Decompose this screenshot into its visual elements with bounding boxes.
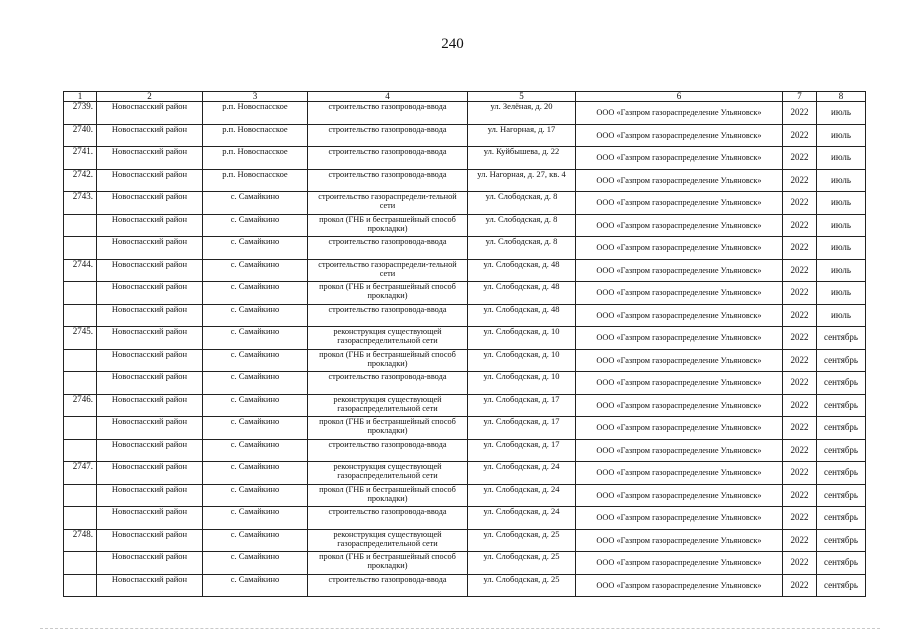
table-row — [64, 417, 866, 440]
cell-address: ул. Куйбышева, д. 22 — [468, 147, 576, 170]
cell-month: июль — [817, 259, 866, 282]
cell-num — [64, 552, 97, 575]
cell-year: 2022 — [783, 282, 817, 305]
cell-month: июль — [817, 282, 866, 305]
cell-month: июль — [817, 304, 866, 327]
cell-year: 2022 — [783, 462, 817, 485]
cell-org: ООО «Газпром газораспределение Ульяновск» — [576, 124, 783, 147]
cell-num: 2743. — [64, 192, 97, 215]
cell-year: 2022 — [783, 304, 817, 327]
table-row — [64, 282, 866, 305]
cell-month: июль — [817, 192, 866, 215]
cell-year: 2022 — [783, 192, 817, 215]
cell-address: ул. Нагорная, д. 27, кв. 4 — [468, 169, 576, 192]
cell-address: ул. Слободская, д. 25 — [468, 552, 576, 575]
cell-address: ул. Слободская, д. 17 — [468, 394, 576, 417]
cell-locality: с. Самайкино — [203, 259, 308, 282]
cell-address: ул. Слободская, д. 48 — [468, 304, 576, 327]
cell-work: прокол (ГНБ и бестраншейный способ прокладки) — [308, 214, 468, 237]
cell-district: Новоспасский район — [97, 417, 203, 440]
cell-month: сентябрь — [817, 439, 866, 462]
cell-org: ООО «Газпром газораспределение Ульяновск» — [576, 214, 783, 237]
cell-district: Новоспасский район — [97, 214, 203, 237]
cell-org: ООО «Газпром газораспределение Ульяновск» — [576, 102, 783, 125]
cell-work: прокол (ГНБ и бестраншейный способ прокладки) — [308, 417, 468, 440]
cell-num — [64, 237, 97, 260]
cell-num — [64, 282, 97, 305]
cell-address: ул. Слободская, д. 8 — [468, 237, 576, 260]
cell-year: 2022 — [783, 484, 817, 507]
cell-work: строительство газопровода-ввода — [308, 102, 468, 125]
cell-month: сентябрь — [817, 574, 866, 597]
cell-district: Новоспасский район — [97, 439, 203, 462]
cell-num — [64, 349, 97, 372]
cell-address: ул. Слободская, д. 24 — [468, 462, 576, 485]
cell-org: ООО «Газпром газораспределение Ульяновск» — [576, 349, 783, 372]
cell-locality: с. Самайкино — [203, 529, 308, 552]
table-row — [64, 169, 866, 192]
cell-address: ул. Нагорная, д. 17 — [468, 124, 576, 147]
cell-org: ООО «Газпром газораспределение Ульяновск» — [576, 192, 783, 215]
page-number: 240 — [441, 36, 464, 52]
cell-num: 2745. — [64, 327, 97, 350]
cell-work: строительство газопровода-ввода — [308, 169, 468, 192]
cell-locality: с. Самайкино — [203, 349, 308, 372]
cell-month: сентябрь — [817, 327, 866, 350]
cell-district: Новоспасский район — [97, 169, 203, 192]
table-body — [64, 102, 866, 597]
cell-month: сентябрь — [817, 349, 866, 372]
table-row — [64, 529, 866, 552]
cell-locality: р.п. Новоспасское — [203, 147, 308, 170]
cell-num — [64, 439, 97, 462]
cell-org: ООО «Газпром газораспределение Ульяновск» — [576, 507, 783, 530]
cell-district: Новоспасский район — [97, 147, 203, 170]
cell-district: Новоспасский район — [97, 552, 203, 575]
cell-org: ООО «Газпром газораспределение Ульяновск» — [576, 484, 783, 507]
table-row — [64, 214, 866, 237]
table-row — [64, 124, 866, 147]
cell-year: 2022 — [783, 529, 817, 552]
table-row — [64, 147, 866, 170]
cell-num — [64, 214, 97, 237]
cell-address: ул. Слободская, д. 25 — [468, 529, 576, 552]
cell-month: сентябрь — [817, 529, 866, 552]
column-header: 8 — [817, 92, 866, 102]
cell-address: ул. Слободская, д. 8 — [468, 192, 576, 215]
cell-year: 2022 — [783, 147, 817, 170]
table-row — [64, 237, 866, 260]
table-row — [64, 349, 866, 372]
cell-year: 2022 — [783, 237, 817, 260]
cell-year: 2022 — [783, 394, 817, 417]
cell-org: ООО «Газпром газораспределение Ульяновск» — [576, 327, 783, 350]
cell-locality: с. Самайкино — [203, 304, 308, 327]
cell-address: ул. Слободская, д. 10 — [468, 349, 576, 372]
cell-num — [64, 507, 97, 530]
cell-year: 2022 — [783, 349, 817, 372]
cell-work: реконструкция существующей газораспределительной сети — [308, 394, 468, 417]
cell-org: ООО «Газпром газораспределение Ульяновск» — [576, 462, 783, 485]
cell-num — [64, 574, 97, 597]
cell-locality: р.п. Новоспасское — [203, 102, 308, 125]
cell-work: строительство газопровода-ввода — [308, 304, 468, 327]
cell-num — [64, 304, 97, 327]
cell-num: 2742. — [64, 169, 97, 192]
cell-locality: с. Самайкино — [203, 237, 308, 260]
cell-year: 2022 — [783, 372, 817, 395]
cell-month: июль — [817, 169, 866, 192]
cell-work: строительство газопровода-ввода — [308, 124, 468, 147]
cell-num: 2740. — [64, 124, 97, 147]
cell-locality: с. Самайкино — [203, 507, 308, 530]
table-row — [64, 102, 866, 125]
column-header: 4 — [308, 92, 468, 102]
cell-year: 2022 — [783, 124, 817, 147]
cell-work: строительство газораспредели-тельной сети — [308, 192, 468, 215]
cell-month: сентябрь — [817, 552, 866, 575]
cell-locality: с. Самайкино — [203, 214, 308, 237]
column-header: 1 — [64, 92, 97, 102]
cell-org: ООО «Газпром газораспределение Ульяновск» — [576, 394, 783, 417]
cell-org: ООО «Газпром газораспределение Ульяновск» — [576, 169, 783, 192]
cell-org: ООО «Газпром газораспределение Ульяновск» — [576, 417, 783, 440]
column-header: 5 — [468, 92, 576, 102]
cell-year: 2022 — [783, 102, 817, 125]
cell-locality: с. Самайкино — [203, 192, 308, 215]
cell-work: реконструкция существующей газораспределительной сети — [308, 327, 468, 350]
cell-locality: с. Самайкино — [203, 439, 308, 462]
cell-locality: с. Самайкино — [203, 462, 308, 485]
cell-month: сентябрь — [817, 372, 866, 395]
cell-district: Новоспасский район — [97, 462, 203, 485]
cell-org: ООО «Газпром газораспределение Ульяновск» — [576, 372, 783, 395]
cell-locality: с. Самайкино — [203, 394, 308, 417]
cell-work: реконструкция существующей газораспределительной сети — [308, 529, 468, 552]
cell-locality: с. Самайкино — [203, 327, 308, 350]
cell-district: Новоспасский район — [97, 484, 203, 507]
cell-year: 2022 — [783, 574, 817, 597]
page-bottom-rule — [40, 628, 880, 629]
cell-org: ООО «Газпром газораспределение Ульяновск» — [576, 237, 783, 260]
cell-district: Новоспасский район — [97, 237, 203, 260]
cell-district: Новоспасский район — [97, 372, 203, 395]
cell-locality: р.п. Новоспасское — [203, 124, 308, 147]
cell-address: ул. Слободская, д. 48 — [468, 259, 576, 282]
cell-month: сентябрь — [817, 394, 866, 417]
cell-num: 2739. — [64, 102, 97, 125]
cell-year: 2022 — [783, 507, 817, 530]
cell-work: строительство газопровода-ввода — [308, 507, 468, 530]
cell-district: Новоспасский район — [97, 394, 203, 417]
cell-address: ул. Зелёная, д. 20 — [468, 102, 576, 125]
cell-district: Новоспасский район — [97, 574, 203, 597]
cell-address: ул. Слободская, д. 17 — [468, 439, 576, 462]
cell-org: ООО «Газпром газораспределение Ульяновск» — [576, 552, 783, 575]
cell-org: ООО «Газпром газораспределение Ульяновск» — [576, 259, 783, 282]
cell-year: 2022 — [783, 214, 817, 237]
cell-district: Новоспасский район — [97, 327, 203, 350]
cell-address: ул. Слободская, д. 10 — [468, 327, 576, 350]
cell-org: ООО «Газпром газораспределение Ульяновск» — [576, 282, 783, 305]
column-header: 7 — [783, 92, 817, 102]
cell-work: прокол (ГНБ и бестраншейный способ прокладки) — [308, 282, 468, 305]
cell-district: Новоспасский район — [97, 507, 203, 530]
column-number-row — [64, 92, 866, 102]
cell-org: ООО «Газпром газораспределение Ульяновск» — [576, 304, 783, 327]
table-row — [64, 192, 866, 215]
cell-year: 2022 — [783, 552, 817, 575]
cell-address: ул. Слободская, д. 24 — [468, 507, 576, 530]
cell-work: строительство газопровода-ввода — [308, 372, 468, 395]
cell-locality: с. Самайкино — [203, 417, 308, 440]
cell-district: Новоспасский район — [97, 259, 203, 282]
cell-locality: с. Самайкино — [203, 552, 308, 575]
cell-month: сентябрь — [817, 507, 866, 530]
cell-org: ООО «Газпром газораспределение Ульяновск» — [576, 147, 783, 170]
cell-work: строительство газопровода-ввода — [308, 574, 468, 597]
cell-district: Новоспасский район — [97, 282, 203, 305]
cell-district: Новоспасский район — [97, 529, 203, 552]
cell-work: реконструкция существующей газораспределительной сети — [308, 462, 468, 485]
cell-locality: с. Самайкино — [203, 282, 308, 305]
cell-district: Новоспасский район — [97, 102, 203, 125]
cell-district: Новоспасский район — [97, 124, 203, 147]
cell-work: строительство газопровода-ввода — [308, 237, 468, 260]
column-header: 6 — [576, 92, 783, 102]
cell-work: прокол (ГНБ и бестраншейный способ прокладки) — [308, 552, 468, 575]
table-row — [64, 394, 866, 417]
table-row — [64, 259, 866, 282]
cell-num — [64, 372, 97, 395]
table-row — [64, 507, 866, 530]
works-table — [63, 91, 866, 597]
table-row — [64, 372, 866, 395]
cell-year: 2022 — [783, 259, 817, 282]
cell-month: июль — [817, 214, 866, 237]
cell-locality: р.п. Новоспасское — [203, 169, 308, 192]
cell-work: прокол (ГНБ и бестраншейный способ прокладки) — [308, 484, 468, 507]
cell-month: сентябрь — [817, 484, 866, 507]
cell-locality: с. Самайкино — [203, 484, 308, 507]
cell-year: 2022 — [783, 169, 817, 192]
cell-address: ул. Слободская, д. 8 — [468, 214, 576, 237]
cell-num: 2748. — [64, 529, 97, 552]
cell-work: строительство газопровода-ввода — [308, 147, 468, 170]
cell-address: ул. Слободская, д. 10 — [468, 372, 576, 395]
cell-locality: с. Самайкино — [203, 574, 308, 597]
table-row — [64, 552, 866, 575]
cell-month: сентябрь — [817, 462, 866, 485]
cell-district: Новоспасский район — [97, 192, 203, 215]
cell-month: июль — [817, 147, 866, 170]
cell-address: ул. Слободская, д. 25 — [468, 574, 576, 597]
cell-num: 2744. — [64, 259, 97, 282]
table-row — [64, 304, 866, 327]
cell-num: 2747. — [64, 462, 97, 485]
cell-address: ул. Слободская, д. 24 — [468, 484, 576, 507]
column-header: 3 — [203, 92, 308, 102]
cell-num — [64, 417, 97, 440]
cell-work: строительство газопровода-ввода — [308, 439, 468, 462]
cell-month: сентябрь — [817, 417, 866, 440]
table-row — [64, 574, 866, 597]
cell-num: 2741. — [64, 147, 97, 170]
cell-year: 2022 — [783, 417, 817, 440]
table-row — [64, 462, 866, 485]
table-row — [64, 484, 866, 507]
cell-work: прокол (ГНБ и бестраншейный способ прокладки) — [308, 349, 468, 372]
cell-num: 2746. — [64, 394, 97, 417]
cell-work: строительство газораспредели-тельной сети — [308, 259, 468, 282]
column-header: 2 — [97, 92, 203, 102]
cell-locality: с. Самайкино — [203, 372, 308, 395]
cell-month: июль — [817, 124, 866, 147]
cell-org: ООО «Газпром газораспределение Ульяновск» — [576, 439, 783, 462]
cell-org: ООО «Газпром газораспределение Ульяновск» — [576, 574, 783, 597]
cell-district: Новоспасский район — [97, 304, 203, 327]
cell-num — [64, 484, 97, 507]
cell-address: ул. Слободская, д. 17 — [468, 417, 576, 440]
table-row — [64, 439, 866, 462]
cell-month: июль — [817, 102, 866, 125]
cell-address: ул. Слободская, д. 48 — [468, 282, 576, 305]
cell-org: ООО «Газпром газораспределение Ульяновск» — [576, 529, 783, 552]
table-row — [64, 327, 866, 350]
cell-year: 2022 — [783, 439, 817, 462]
cell-year: 2022 — [783, 327, 817, 350]
cell-district: Новоспасский район — [97, 349, 203, 372]
cell-month: июль — [817, 237, 866, 260]
